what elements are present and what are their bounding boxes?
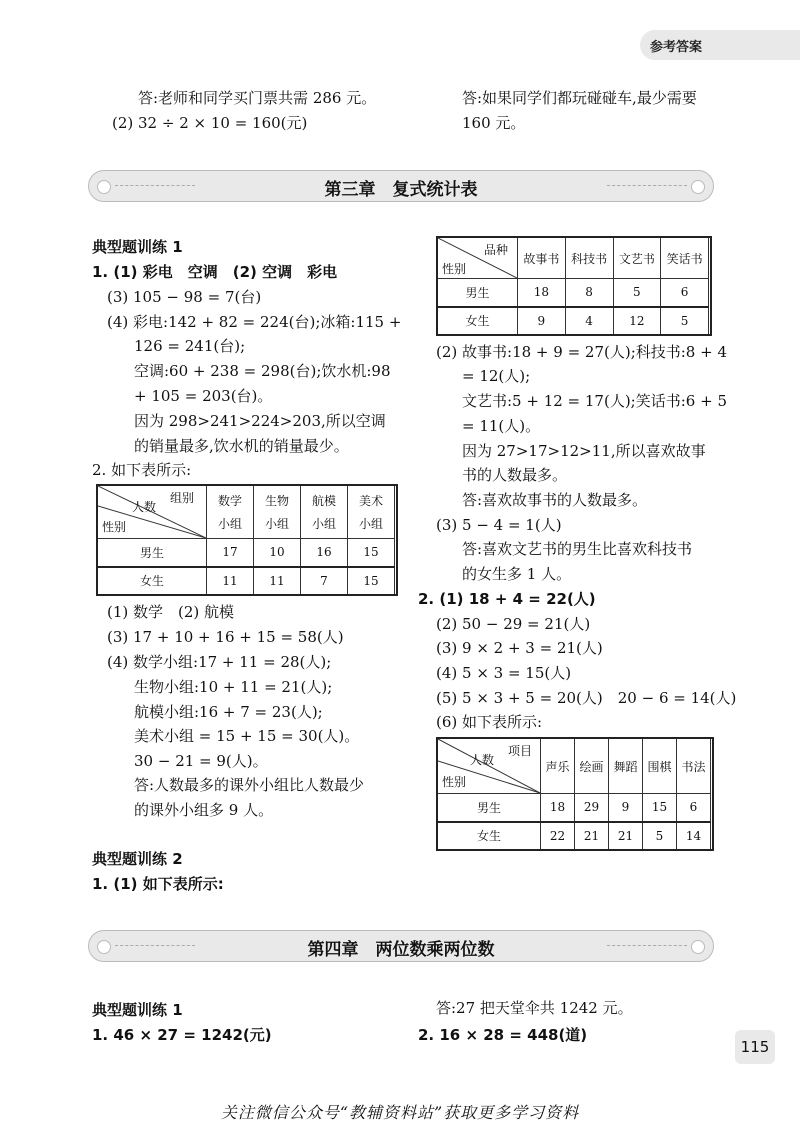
right-line-5: 因为 27>17>12>11,所以喜欢故事	[462, 442, 706, 460]
groups-header-0: 数学 小组	[207, 486, 254, 539]
left2-line-9: 的课外小组多 9 人。	[134, 801, 274, 819]
right-line-12: (2) 50 − 29 = 21(人)	[436, 615, 591, 633]
footer-note: 关注微信公众号“教辅资料站”获取更多学习资料	[220, 1103, 580, 1122]
groups-cell: 11	[254, 567, 301, 595]
groups-table	[97, 485, 395, 595]
groups-header-1: 生物 小组	[254, 486, 301, 539]
groups-header-2: 航模 小组	[301, 486, 348, 539]
left-section2-line: 1. (1) 如下表所示:	[92, 875, 224, 893]
bar-dot-right	[691, 180, 705, 194]
groups-cell: 10	[254, 539, 301, 567]
books-corner-bottom: 性别	[442, 262, 467, 276]
groups-header-3: 美术 小组	[348, 486, 395, 539]
chapter4-bar	[88, 930, 714, 962]
bar-dash-right	[607, 185, 687, 186]
bottom-left-line: 1. 46 × 27 = 1242(元)	[92, 1026, 272, 1044]
arts-table	[437, 738, 711, 850]
right-line-7: 答:喜欢故事书的人数最多。	[462, 491, 648, 509]
groups-cell: 15	[348, 567, 395, 595]
bar-dot-right	[691, 940, 705, 954]
groups-corner-mid: 人数	[132, 500, 157, 514]
arts-corner-cell	[438, 739, 541, 794]
left-line-1: 1. (1) 彩电 空调 (2) 空调 彩电	[92, 263, 338, 281]
books-row-label-0: 男生	[438, 279, 518, 307]
arts-row-label-1: 女生	[438, 822, 541, 850]
header-title: 参考答案	[650, 40, 703, 55]
left2-line-4: 生物小组:10 + 11 = 21(人);	[134, 678, 333, 696]
arts-corner-bottom: 性别	[442, 775, 467, 789]
bottom-right-line-1: 答:27 把天堂伞共 1242 元。	[436, 999, 633, 1017]
left-line-4: 126 = 241(台);	[134, 337, 246, 355]
right-line-1: (2) 故事书:18 + 9 = 27(人);科技书:8 + 4	[436, 343, 727, 361]
right-line-4: = 11(人)。	[462, 417, 541, 435]
arts-cell: 18	[541, 794, 575, 822]
left2-line-7: 30 − 21 = 9(人)。	[134, 752, 268, 770]
arts-cell: 9	[609, 794, 643, 822]
arts-cell: 6	[677, 794, 711, 822]
right-line-15: (5) 5 × 3 + 5 = 20(人) 20 − 6 = 14(人)	[436, 689, 737, 707]
page-number: 115	[735, 1030, 775, 1064]
left-line-6: + 105 = 203(台)。	[134, 387, 273, 405]
arts-header-3: 围棋	[643, 739, 677, 794]
books-cell: 4	[565, 307, 613, 335]
chapter3-bar	[88, 170, 714, 202]
bottom-left-title: 典型题训练 1	[92, 1001, 183, 1019]
groups-cell: 7	[301, 567, 348, 595]
left-line-2: (3) 105 − 98 = 7(台)	[107, 288, 262, 306]
bar-dash-right	[607, 945, 687, 946]
books-header-1: 科技书	[565, 238, 613, 279]
top-right-line-2: 160 元。	[462, 114, 526, 132]
left-line-9: 2. 如下表所示:	[92, 461, 192, 479]
books-cell: 9	[518, 307, 566, 335]
left2-line-3: (4) 数学小组:17 + 11 = 28(人);	[107, 653, 332, 671]
left-section2-title: 典型题训练 2	[92, 850, 183, 868]
right-line-14: (4) 5 × 3 = 15(人)	[436, 664, 572, 682]
arts-header-0: 声乐	[541, 739, 575, 794]
arts-corner-top: 项目	[508, 744, 533, 758]
left-line-5: 空调:60 + 238 = 298(台);饮水机:98	[134, 362, 391, 380]
books-cell: 5	[661, 307, 709, 335]
left-section-title: 典型题训练 1	[92, 238, 183, 256]
left2-line-2: (3) 17 + 10 + 16 + 15 = 58(人)	[107, 628, 344, 646]
groups-corner-cell	[98, 486, 207, 539]
left2-line-1: (1) 数学 (2) 航模	[107, 603, 235, 621]
books-header-0: 故事书	[518, 238, 566, 279]
top-right-line-1: 答:如果同学们都玩碰碰车,最少需要	[462, 89, 697, 107]
arts-cell: 29	[575, 794, 609, 822]
right-line-13: (3) 9 × 2 + 3 = 21(人)	[436, 639, 603, 657]
books-cell: 6	[661, 279, 709, 307]
groups-row-label-0: 男生	[98, 539, 207, 567]
right-line-6: 书的人数最多。	[462, 466, 568, 484]
books-row-label-1: 女生	[438, 307, 518, 335]
books-header-2: 文艺书	[613, 238, 661, 279]
right-line-3: 文艺书:5 + 12 = 17(人);笑话书:6 + 5	[462, 392, 727, 410]
top-left-line-2: (2) 32 ÷ 2 × 10 = 160(元)	[112, 114, 308, 132]
right-line-11: 2. (1) 18 + 4 = 22(人)	[418, 590, 596, 608]
groups-cell: 11	[207, 567, 254, 595]
right-line-2: = 12(人);	[462, 367, 531, 385]
books-cell: 5	[613, 279, 661, 307]
arts-cell: 14	[677, 822, 711, 850]
bottom-right-line-2: 2. 16 × 28 = 448(道)	[418, 1026, 588, 1044]
arts-header-4: 书法	[677, 739, 711, 794]
left2-line-6: 美术小组 = 15 + 15 = 30(人)。	[134, 727, 360, 745]
arts-cell: 21	[575, 822, 609, 850]
arts-header-2: 舞蹈	[609, 739, 643, 794]
left-line-7: 因为 298>241>224>203,所以空调	[134, 412, 386, 430]
arts-row-label-0: 男生	[438, 794, 541, 822]
groups-corner-top: 组别	[170, 491, 195, 505]
books-cell: 8	[565, 279, 613, 307]
arts-cell: 15	[643, 794, 677, 822]
books-corner-top: 品种	[484, 243, 509, 257]
arts-cell: 22	[541, 822, 575, 850]
chapter3-title: 第三章 复式统计表	[324, 180, 478, 200]
books-header-3: 笑话书	[661, 238, 709, 279]
arts-cell: 5	[643, 822, 677, 850]
groups-cell: 16	[301, 539, 348, 567]
groups-cell: 17	[207, 539, 254, 567]
chapter4-title: 第四章 两位数乘两位数	[307, 940, 495, 960]
left-line-8: 的销量最多,饮水机的销量最少。	[134, 437, 349, 455]
right-line-9: 答:喜欢文艺书的男生比喜欢科技书	[462, 540, 693, 558]
groups-cell: 15	[348, 539, 395, 567]
arts-cell: 21	[609, 822, 643, 850]
arts-header-1: 绘画	[575, 739, 609, 794]
books-cell: 18	[518, 279, 566, 307]
arts-corner-mid: 人数	[470, 753, 495, 767]
right-line-8: (3) 5 − 4 = 1(人)	[436, 516, 562, 534]
right-line-16: (6) 如下表所示:	[436, 713, 543, 731]
left2-line-5: 航模小组:16 + 7 = 23(人);	[134, 703, 323, 721]
top-left-line-1: 答:老师和同学买门票共需 286 元。	[138, 89, 377, 107]
books-corner-cell	[438, 238, 518, 279]
left-line-3: (4) 彩电:142 + 82 = 224(台);冰箱:115 +	[107, 313, 402, 331]
groups-corner-bottom: 性别	[102, 520, 127, 534]
groups-row-label-1: 女生	[98, 567, 207, 595]
right-line-10: 的女生多 1 人。	[462, 565, 572, 583]
books-cell: 12	[613, 307, 661, 335]
books-table	[437, 237, 709, 335]
left2-line-8: 答:人数最多的课外小组比人数最少	[134, 776, 365, 794]
